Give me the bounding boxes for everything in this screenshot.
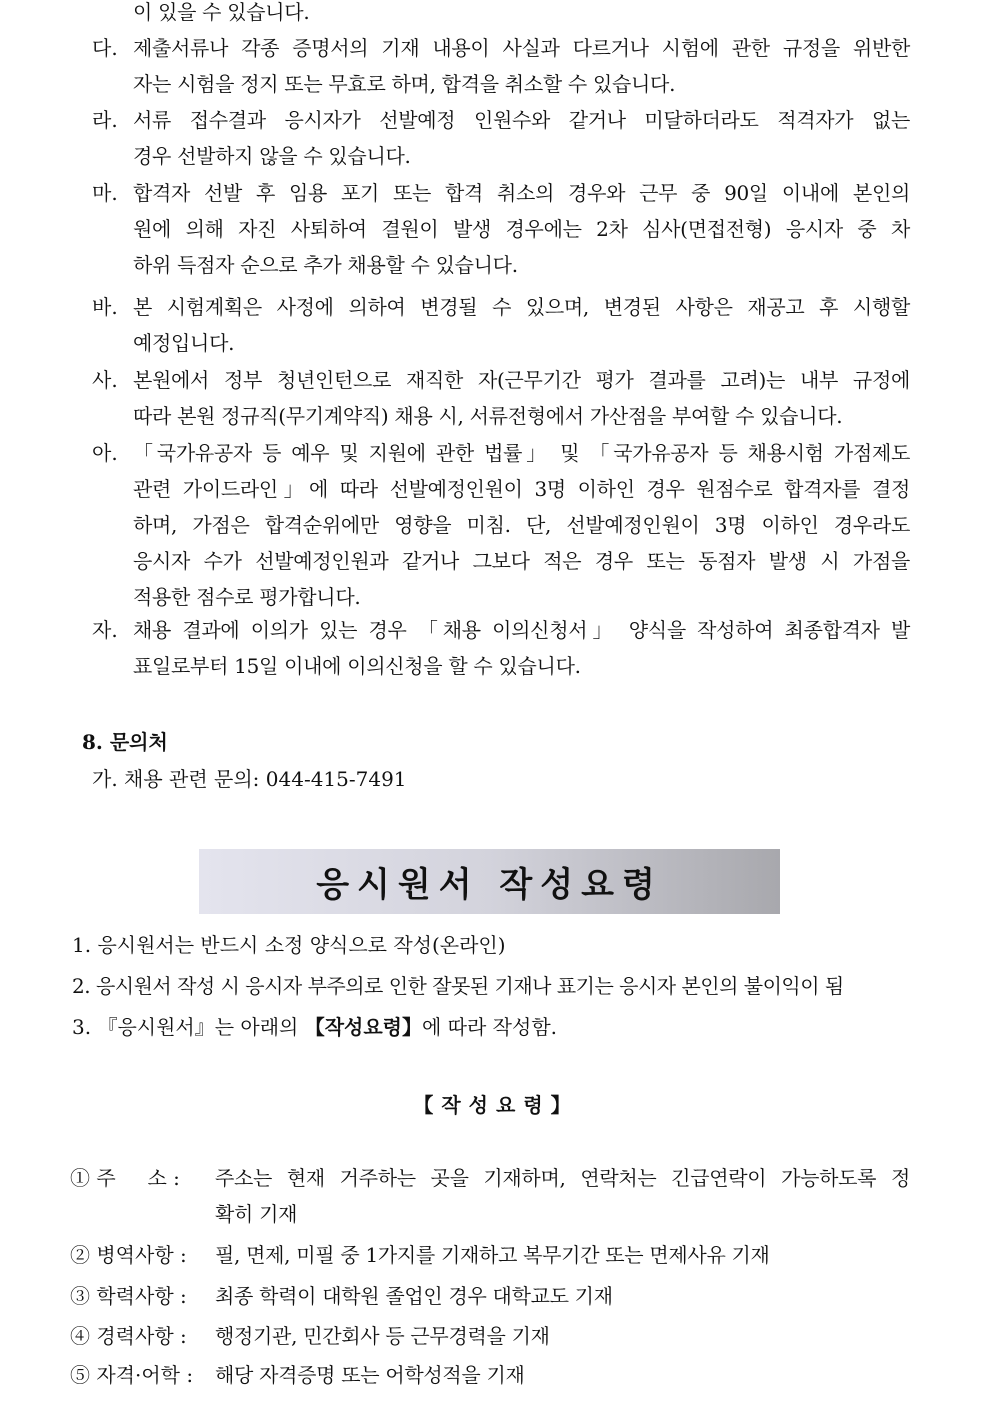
guide-line: 해당 자격증명 또는 어학성적을 기재 <box>215 1363 525 1387</box>
item-label: 바. <box>92 295 118 319</box>
instruction-2: 2. 응시원서 작성 시 응시자 부주의로 인한 잘못된 기재나 표기는 응시자 본인의 불이익이 됨 <box>72 974 844 998</box>
instruction-3-post: 에 따라 작성함. <box>422 1015 557 1039</box>
guide-key: ② 병역사항 : <box>70 1243 187 1267</box>
item-line: 원에 의해 자진 사퇴하여 결원이 발생 경우에는 2차 심사(면접전형) 응시자 중 차 <box>133 217 910 241</box>
notice-item <box>92 30 910 102</box>
item-line: 예정입니다. <box>133 331 235 355</box>
item-label: 마. <box>92 181 118 205</box>
guide-line: 필, 면제, 미필 중 1가지를 기재하고 복무기간 또는 면제사유 기재 <box>215 1243 770 1267</box>
banner-title: 응시원서 작성요령 <box>316 865 663 905</box>
notice-item <box>92 175 910 283</box>
item-label: 아. <box>92 441 118 465</box>
item-label: 사. <box>92 368 118 392</box>
item-line: 서류 접수결과 응시자가 선발예정 인원수와 같거나 미달하더라도 적격자가 없는 <box>133 108 910 132</box>
item-line: 하위 득점자 순으로 추가 채용할 수 있습니다. <box>133 253 518 277</box>
item-label <box>92 0 133 30</box>
item-line: 합격자 선발 후 임용 포기 또는 합격 취소의 경우와 근무 중 90일 이내에 본인의 <box>133 181 910 205</box>
item-line: 따라 본원 정규직(무기계약직) 채용 시, 서류전형에서 가산점을 부여할 수 있습니다. <box>133 404 843 428</box>
item-line: 관련 가이드라인」에 따라 선발예정인원이 3명 이하인 경우 원점수로 합격자를 결정 <box>133 477 910 501</box>
guide-line: 최종 학력이 대학원 졸업인 경우 대학교도 기재 <box>215 1284 613 1308</box>
guide-item <box>70 1160 910 1232</box>
guide-item <box>70 1278 910 1314</box>
item-line: 경우 선발하지 않을 수 있습니다. <box>133 144 411 168</box>
instruction-3-pre: 3. 『응시원서』는 아래의 <box>72 1015 305 1039</box>
item-line: 채용 결과에 이의가 있는 경우 「채용 이의신청서」 양식을 작성하여 최종합격자 발 <box>133 618 910 642</box>
notice-item <box>92 289 910 361</box>
item-label: 라. <box>92 108 118 132</box>
title-banner <box>199 849 780 914</box>
guide-item <box>70 1318 910 1354</box>
instruction-3-bold: 【작성요령】 <box>304 1015 422 1039</box>
item-label: 다. <box>92 36 118 60</box>
section-heading-contact: 8. 문의처 <box>82 730 168 754</box>
item-line: 자는 시험을 정지 또는 무효로 하며, 합격을 취소할 수 있습니다. <box>133 72 676 96</box>
notice-item <box>92 435 910 615</box>
instruction-1: 1. 응시원서는 반드시 소정 양식으로 작성(온라인) <box>72 933 506 957</box>
contact-line: 가. 채용 관련 문의: 044-415-7491 <box>92 767 407 791</box>
item-line: 적용한 점수로 평가합니다. <box>133 585 361 609</box>
guide-key: ⑤ 자격·어학 : <box>70 1363 194 1387</box>
guide-key: ③ 학력사항 : <box>70 1284 187 1308</box>
guide-line: 주소는 현재 거주하는 곳을 기재하며, 연락처는 긴급연락이 가능하도록 정 <box>215 1166 910 1190</box>
notice-item <box>92 612 910 684</box>
guide-line: 행정기관, 민간회사 등 근무경력을 기재 <box>215 1324 550 1348</box>
instruction-3 <box>72 1009 557 1045</box>
guide-key: ① 주 소 : <box>70 1166 180 1190</box>
item-line: 본 시험계획은 사정에 의하여 변경될 수 있으며, 변경된 사항은 재공고 후 시행할 <box>133 295 910 319</box>
item-line: 이 있을 수 있습니다. <box>133 0 310 24</box>
notice-item <box>92 0 910 30</box>
notice-item <box>92 102 910 174</box>
item-line: 「국가유공자 등 예우 및 지원에 관한 법률」 및 「국가유공자 등 채용시험 가점제도 <box>133 441 910 465</box>
item-line: 본원에서 정부 청년인턴으로 재직한 자(근무기간 평가 결과를 고려)는 내부 규정에 <box>133 368 910 392</box>
guide-item <box>70 1357 910 1393</box>
guide-key: ④ 경력사항 : <box>70 1324 187 1348</box>
item-line: 제출서류나 각종 증명서의 기재 내용이 사실과 다르거나 시험에 관한 규정을 위반한 <box>133 36 910 60</box>
guide-item <box>70 1237 910 1273</box>
item-line: 표일로부터 15일 이내에 이의신청을 할 수 있습니다. <box>133 654 581 678</box>
item-line: 응시자 수가 선발예정인원과 같거나 그보다 적은 경우 또는 동점자 발생 시 가점을 <box>133 549 910 573</box>
guide-line: 확히 기재 <box>215 1202 298 1226</box>
item-label: 자. <box>92 618 118 642</box>
item-line: 하며, 가점은 합격순위에만 영향을 미침. 단, 선발예정인원이 3명 이하인 경우라도 <box>133 513 910 537</box>
guide-heading: 【작성요령】 <box>413 1093 579 1117</box>
notice-item <box>92 362 910 434</box>
